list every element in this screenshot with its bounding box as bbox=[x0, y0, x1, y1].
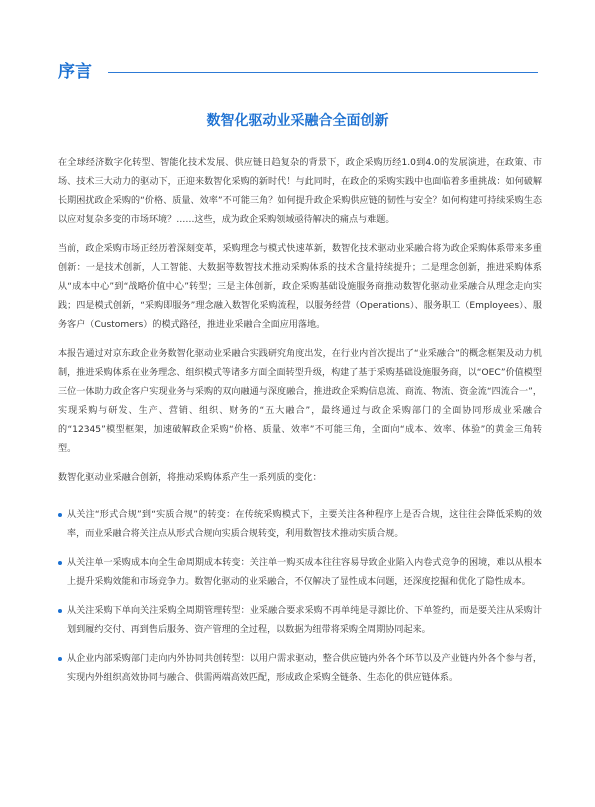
section-header bbox=[58, 60, 538, 84]
bullet-icon bbox=[58, 561, 62, 565]
list-item-text: 从关注“形式合规”到“实质合规”的转变：在传统采购模式下，主要关注各种程序上是否合规，这往往会降低采购的效率，而业采融合将关注点从形式合规向实质合规转变，利用数智技术推动实质合规。 bbox=[67, 510, 542, 539]
list-item-text: 从企业内部采购部门走向内外协同共创转型：以用户需求驱动，整合供应链内外各个环节以及产业链内外各个参与者，实现内外组织高效协同与融合、供需两端高效匹配，形成政企采购全链条、生态化的供应链体系。 bbox=[67, 654, 542, 683]
document-title: 数智化驱动业采融合全面创新 bbox=[206, 113, 389, 129]
intro-line: 数智化驱动业采融合创新，将推动采购体系产生一系列质的变化： bbox=[58, 473, 322, 483]
list-item bbox=[58, 554, 542, 592]
bullet-icon bbox=[58, 657, 62, 661]
section-title: 序言 bbox=[58, 62, 92, 82]
bullet-icon bbox=[58, 513, 62, 517]
header-divider bbox=[108, 72, 538, 73]
list-item bbox=[58, 506, 542, 544]
paragraph-1: 在全球经济数字化转型、智能化技术发展、供应链日趋复杂的背景下，政企采购历经1.0到4.0的发展演进，在政策、市场、技术三大动力的驱动下，正迎来数智化采购的新时代！与此同时，在政企的采购实践中也面临着多重挑战：如何破解长期困扰政企采购的“价格、质量、效率”不可能三角？如何提升政企采购供应链的韧性与安全？如何构建可持续采购生态以应对复杂多变的市场环境？……这些，成为政企采购领域亟待解决的痛点与难题。 bbox=[58, 158, 542, 225]
list-item-text: 从关注采购下单向关注采购全周期管理转型：业采融合要求采购不再单纯是寻源比价、下单签约，而是要关注从采购计划到履约交付、再到售后服务、资产管理的全过程，以数据为纽带将采购全周期协同起来。 bbox=[67, 606, 542, 635]
paragraph-3: 本报告通过对京东政企业务数智化驱动业采融合实践研究角度出发，在行业内首次提出了“业采融合”的概念框架及动力机制，推进采购体系在业务理念、组织模式等诸多方面全面转型升级，构建了基于采购基础设施服务商，以“OEC”价值模型三位一体助力政企客户实现业务与采购的双向融通与深度融合，推进政企采购信息流、商流、物流、资金流“四流合一”，实现采购与研发、生产、营销、组织、财务的“五大融合”，最终通过与政企采购部门的全面协同形成业采融合的“12345”模型框架，加速破解政企采购“价格、质量、效率”不可能三角，全面向“成本、效率、体验”的黄金三角转型。 bbox=[58, 349, 542, 454]
body-content bbox=[58, 154, 542, 698]
bullet-icon bbox=[58, 609, 62, 613]
list-item bbox=[58, 602, 542, 640]
change-list bbox=[58, 506, 542, 688]
list-item bbox=[58, 650, 542, 688]
paragraph-2: 当前，政企采购市场正经历着深刻变革，采购理念与模式快速革新，数智化技术驱动业采融合将为政企采购体系带来多重创新：一是技术创新，人工智能、大数据等数智技术推动采购体系的技术含量持续提升；二是理念创新，推进采购体系从“成本中心”到“战略价值中心”转型；三是主体创新，政企采购基础设施服务商推动数智化驱动业采融合从理念走向实践；四是模式创新，“采购即服务”理念融入数智化采购流程，以服务经营（Operations）、服务职工（Employees）、服务客户（Customers）的模式路径，推进业采融合全面应用落地。 bbox=[58, 244, 542, 330]
list-item-text: 从关注单一采购成本向全生命周期成本转变：关注单一购买成本往往容易导致企业陷入内卷式竞争的困境，难以从根本上提升采购效能和市场竞争力。数智化驱动的业采融合，不仅解决了显性成本问题，还深度挖掘和优化了隐性成本。 bbox=[67, 558, 542, 587]
